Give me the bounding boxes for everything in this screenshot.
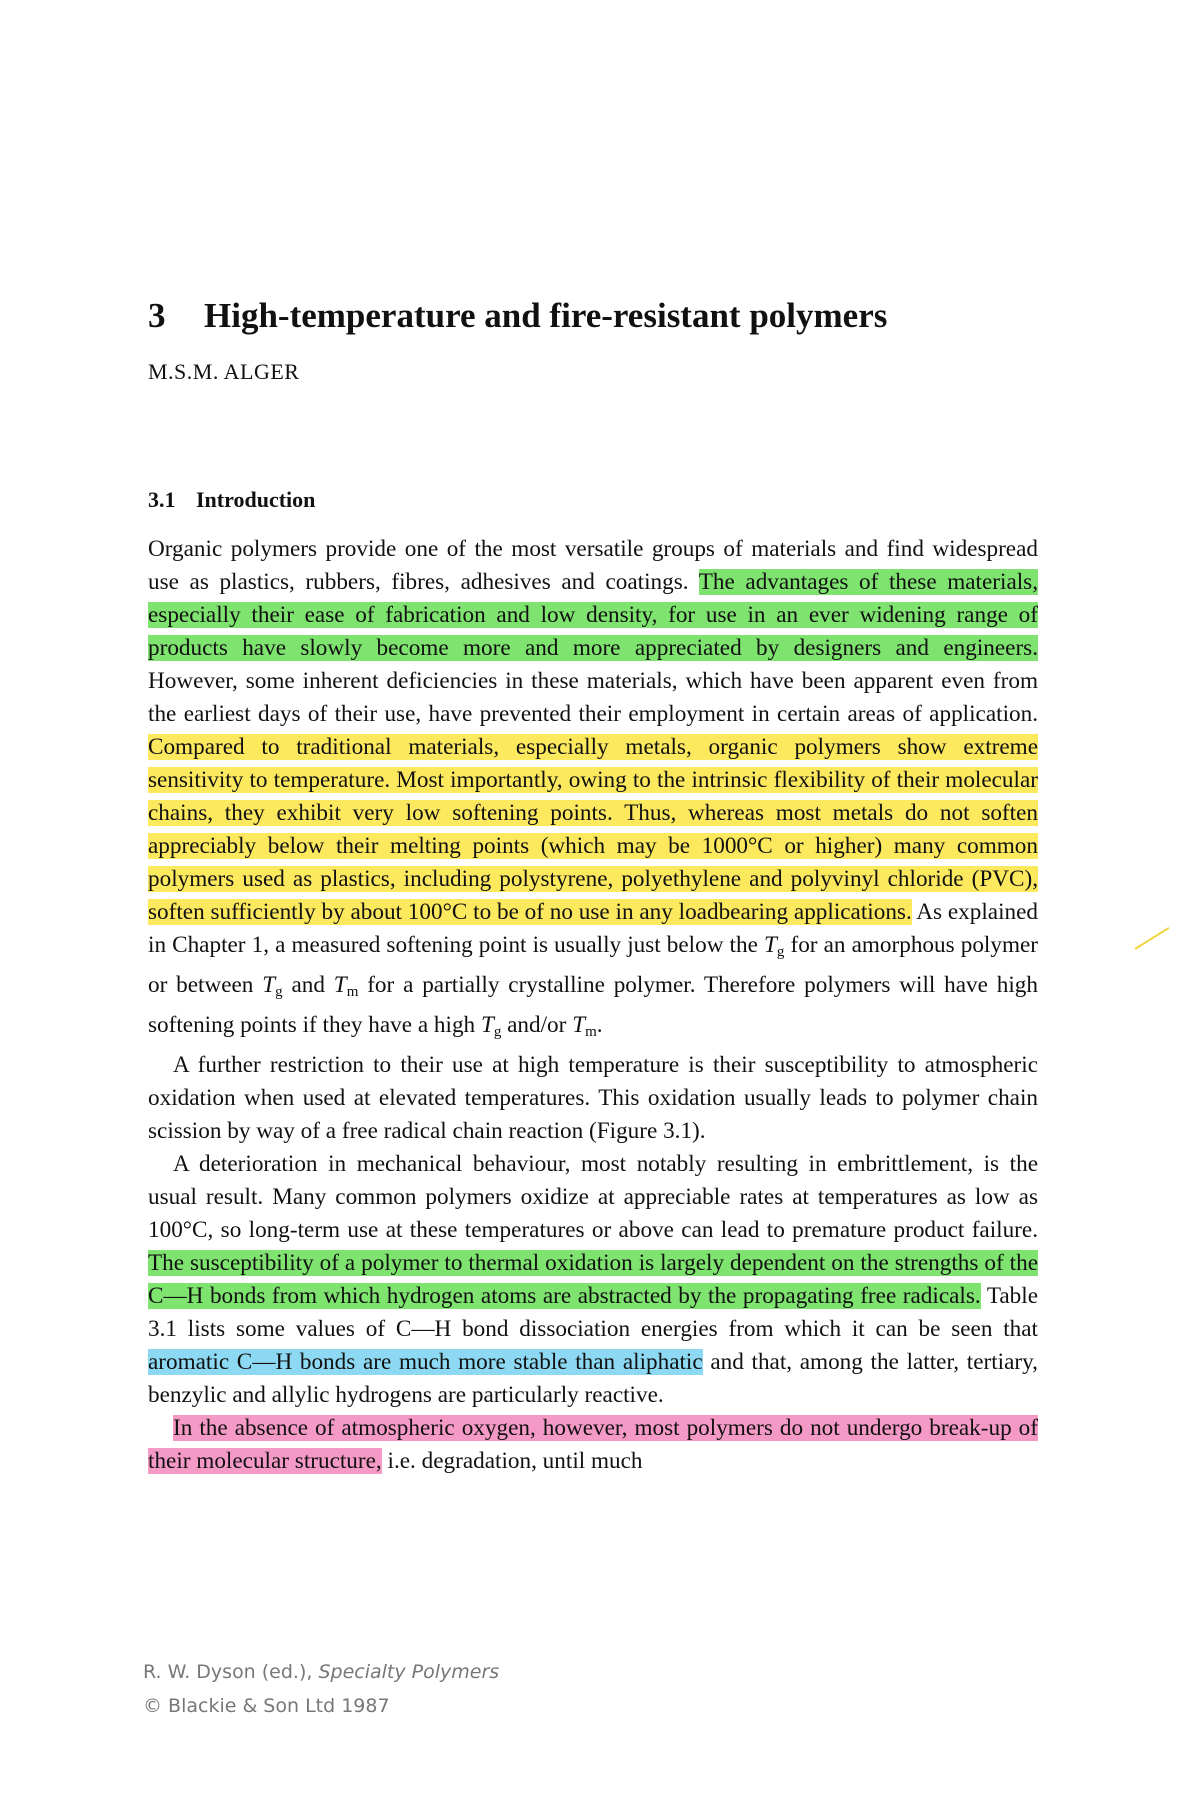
sentence: Table 3.1 lists some values of C—H bond dissociation energies from which it can be seen that [148, 1283, 1038, 1342]
symbol-tg: T [262, 972, 276, 998]
copyright-notice: © Blackie & Son Ltd 1987 [143, 1695, 390, 1717]
sentence: As explained in Chapter 1, a measured softening point is usually just below the [148, 899, 1038, 958]
green-highlight: The advantages of these materials, especially their ease of fabrication and low density, for use in an ever widening range of products have slowly become more and more appreciated by designers and engineers. [148, 569, 1039, 661]
subscript: m [585, 1024, 597, 1040]
sentence: A deterioration in mechanical behaviour, most notably resulting in embrittlement, is the usual result. Many common polymers oxidize at appreciable rates at temperatures as low as 100°C, so long-term use at these temperatures or above can lead to premature product failure. [148, 1151, 1038, 1243]
section-heading [148, 487, 315, 513]
subscript: g [493, 1024, 502, 1040]
body-text [148, 533, 1038, 1478]
green-highlight: The susceptibility of a polymer to thermal oxidation is largely dependent on the strengths of the C—H bonds from which hydrogen atoms are abstracted by the propagating free radicals. [148, 1250, 1038, 1309]
page-footer [143, 1655, 499, 1723]
sentence: for a partially crystalline polymer. Therefore polymers will have high softening points if they have a high [148, 972, 1038, 1038]
paragraph-1 [148, 533, 1038, 1049]
symbol-tg: T [480, 1012, 494, 1038]
author-name: M.S.M. ALGER [148, 359, 300, 384]
symbol-tm: T [333, 972, 347, 998]
symbol-tg: T [763, 932, 777, 958]
editor-citation [143, 1655, 499, 1689]
pink-highlight: In the absence of atmospheric oxygen, however, most polymers do not undergo break-up of their molecular structure, [148, 1415, 1038, 1474]
book-title: Specialty Polymers [318, 1661, 500, 1683]
sentence: for an amorphous polymer or between [148, 932, 1038, 998]
editor-name: R. W. Dyson (ed.), [143, 1661, 319, 1683]
sentence: Organic polymers provide one of the most versatile groups of materials and find widespread use as plastics, rubbers, fibres, adhesives and coatings. [148, 536, 1038, 595]
section-title: Introduction [196, 487, 316, 512]
chapter-title: High-temperature and fire-resistant polymers [204, 296, 888, 335]
section-number: 3.1 [148, 487, 176, 512]
sentence: and [282, 972, 334, 998]
annotation-stroke [1134, 927, 1169, 950]
sentence: i.e. degradation, until much [381, 1448, 643, 1474]
paragraph-2: A further restriction to their use at high temperature is their susceptibility to atmospheric oxidation when used at elevated temperatures. This oxidation usually leads to polymer chain scission by way of a free radical chain reaction (Figure 3.1). [148, 1052, 1038, 1144]
symbol-tm: T [572, 1012, 586, 1038]
chapter-heading [148, 296, 1068, 336]
chapter-number: 3 [148, 296, 166, 335]
subscript: g [776, 944, 785, 960]
subscript: g [275, 984, 283, 1000]
paragraph-4 [148, 1412, 1038, 1478]
sentence: . [596, 1012, 603, 1038]
subscript: m [346, 984, 359, 1000]
sentence: However, some inherent deficiencies in these materials, which have been apparent even from the earliest days of their use, have prevented their employment in certain areas of application. [148, 668, 1038, 727]
paragraph-3 [148, 1148, 1038, 1412]
sentence: and that, among the latter, tertiary, benzylic and allylic hydrogens are particularly reactive. [148, 1349, 1038, 1408]
blue-highlight: aromatic C—H bonds are much more stable than aliphatic [148, 1349, 703, 1375]
sentence: and/or [501, 1012, 573, 1038]
yellow-highlight: Compared to traditional materials, especially metals, organic polymers show extreme sensitivity to temperature. Most importantly, owing to the intrinsic flexibility of their molecular chains, they exhibit very low softening points. Thus, whereas most metals do not soften appreciably below their melting points (which may be 1000°C or higher) many common polymers used as plastics, including polystyrene, polyethylene and polyvinyl chloride (PVC), soften sufficiently by about 100°C to be of no use in any loadbearing applications. [148, 734, 1038, 925]
